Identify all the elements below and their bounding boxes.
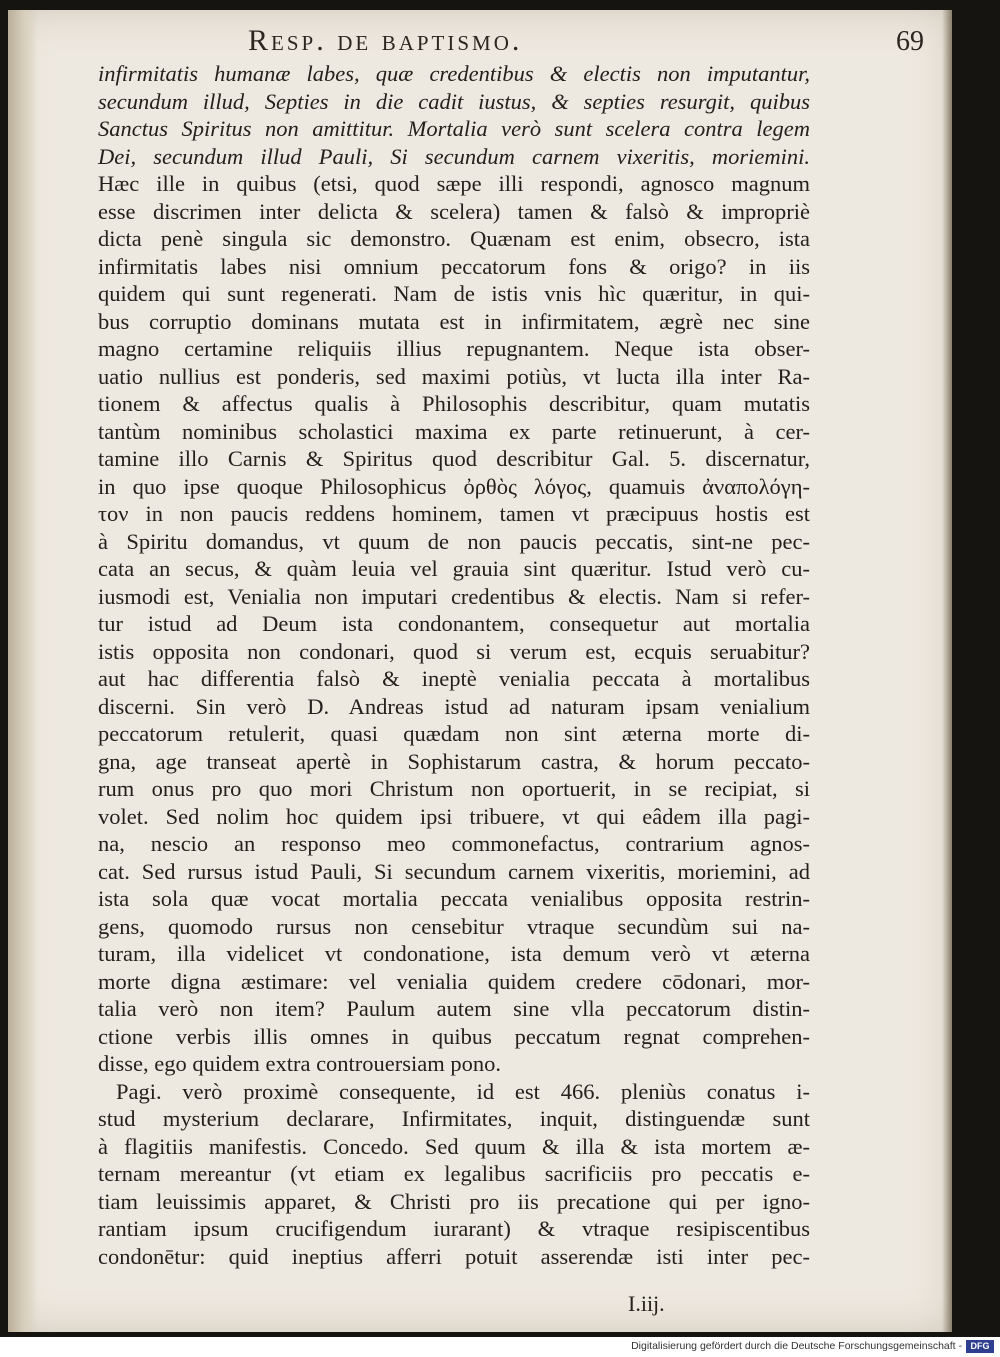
text-line: ternam mereantur (vt etiam ex legalibus sacrificiis pro peccatis e- bbox=[98, 1161, 810, 1186]
text-line: τον in non paucis reddens hominem, tamen vt præcipuus hostis est bbox=[98, 501, 810, 526]
text-line: uatio nullius est ponderis, sed maximi potiùs, vt lucta illa inter Ra- bbox=[98, 363, 810, 389]
text-line: discerni. Sin verò D. Andreas istud ad naturam ipsam venialium bbox=[98, 693, 810, 719]
page-gutter-shadow bbox=[8, 10, 38, 1332]
text-line: tantùm nominibus scholastici maxima ex parte retinuerunt, à cer- bbox=[98, 418, 810, 444]
text-line: ista sola quæ vocat mortalia peccata venialibus opposita restrin- bbox=[98, 886, 810, 911]
text-line: turam, illa videlicet vt condonatione, ista demum verò vt æterna bbox=[98, 941, 810, 966]
text-line: gna, age transeat apertè in Sophistarum castra, & horum peccato- bbox=[98, 748, 810, 774]
text-line: infirmitatis labes nisi omnium peccatorum fons & origo? in iis bbox=[98, 253, 810, 279]
text-line: Dei, secundum illud Pauli, Si secundum carnem vixeritis, moriemini. bbox=[98, 143, 810, 169]
text-line: morte digna æstimare: vel venialia quidem credere cōdonari, mor- bbox=[98, 968, 810, 994]
text-line: bus corruptio dominans mutata est in infirmitatem, ægrè nec sine bbox=[98, 308, 810, 334]
footer-bar bbox=[0, 1337, 1000, 1357]
text-line: na, nescio an responso meo commonefactus, contrarium agnos- bbox=[98, 831, 810, 856]
text-line: istis opposita non condonari, quod si verum est, ecquis seruabitur? bbox=[98, 638, 810, 664]
body-text bbox=[98, 60, 810, 1270]
text-line: Hæc ille in quibus (etsi, quod sæpe illi respondi, agnosco magnum bbox=[98, 171, 810, 196]
text-line: ctione verbis illis omnes in quibus peccatum regnat comprehen- bbox=[98, 1023, 810, 1049]
text-line: peccatorum retulerit, quasi quædam non sint æterna morte di- bbox=[98, 721, 810, 746]
text-line: gens, quomodo rursus non censebitur vtraque secundùm sui na- bbox=[98, 913, 810, 939]
text-line: esse discrimen inter delicta & scelera) tamen & falsò & impropriè bbox=[98, 198, 810, 224]
text-line: disse, ego quidem extra controuersiam pono. bbox=[98, 1051, 502, 1076]
book-page bbox=[8, 10, 952, 1332]
text-line: rum onus pro quo mori Christum non oportuerit, in se recipiat, si bbox=[98, 776, 810, 801]
text-line: magno certamine reliquiis illius repugnantem. Neque ista obser- bbox=[98, 336, 810, 361]
text-line: talia verò non item? Paulum autem sine vlla peccatorum distin- bbox=[98, 996, 810, 1021]
page-number: 69 bbox=[896, 26, 924, 57]
running-head: Resp. de baptismo. bbox=[248, 24, 523, 57]
text-line: cat. Sed rursus istud Pauli, Si secundum carnem vixeritis, moriemini, ad bbox=[98, 858, 810, 884]
text-line: à Spiritu domandus, vt quum de non paucis peccatis, sint-ne pec- bbox=[98, 528, 810, 554]
dfg-logo-icon: DFG bbox=[966, 1340, 994, 1353]
text-line: volet. Sed nolim hoc quidem ipsi tribuere, vt qui eâdem illa pagi- bbox=[98, 803, 810, 829]
text-line: rantiam ipsum crucifigendum iurarant) & vtraque resipiscentibus bbox=[98, 1216, 810, 1241]
text-line: à flagitiis manifestis. Concedo. Sed quum & illa & ista mortem æ- bbox=[98, 1133, 810, 1159]
text-line: stud mysterium declarare, Infirmitates, inquit, distinguendæ sunt bbox=[98, 1106, 810, 1131]
footer-credit: Digitalisierung gefördert durch die Deutsche Forschungsgemeinschaft - bbox=[631, 1340, 962, 1352]
text-line: tamine illo Carnis & Spiritus quod describitur Gal. 5. discernatur, bbox=[98, 446, 810, 471]
text-line: tur istud ad Deum ista condonantem, consequetur aut mortalia bbox=[98, 611, 810, 636]
text-line: iusmodi est, Venialia non imputari credentibus & electis. Nam si refer- bbox=[98, 583, 810, 609]
text-line: in quo ipse quoque Philosophicus ὀρθὸς λόγος, quamuis ἀναπολόγη- bbox=[98, 473, 810, 499]
text-line: secundum illud, Septies in die cadit iustus, & septies resurgit, quibus bbox=[98, 88, 810, 114]
text-line: condonētur: quid ineptius afferri potuit asserendæ isti inter pec- bbox=[98, 1243, 810, 1269]
signature-mark: I.iij. bbox=[628, 1291, 665, 1316]
text-line: Sanctus Spiritus non amittitur. Mortalia verò sunt scelera contra legem bbox=[98, 116, 810, 141]
text-line: aut hac differentia falsò & ineptè venialia peccata à mortalibus bbox=[98, 666, 810, 691]
text-line: quidem qui sunt regenerati. Nam de istis vnis hìc quæritur, in qui- bbox=[98, 281, 810, 306]
text-line: tiam leuissimis apparet, & Christi pro iis precatione qui per igno- bbox=[98, 1188, 810, 1214]
text-line: infirmitatis humanæ labes, quæ credentibus & electis non imputantur, bbox=[98, 61, 810, 86]
text-line: tionem & affectus qualis à Philosophis describitur, quam mutatis bbox=[98, 391, 810, 416]
text-line: cata an secus, & quàm leuia vel grauia sint quæritur. Istud verò cu- bbox=[98, 556, 810, 581]
text-line: Pagi. verò proximè consequente, id est 466. pleniùs conatus i- bbox=[116, 1078, 810, 1104]
page-edge-shadow bbox=[942, 10, 952, 1332]
text-line: dicta penè singula sic demonstro. Quænam est enim, obsecro, ista bbox=[98, 226, 810, 251]
